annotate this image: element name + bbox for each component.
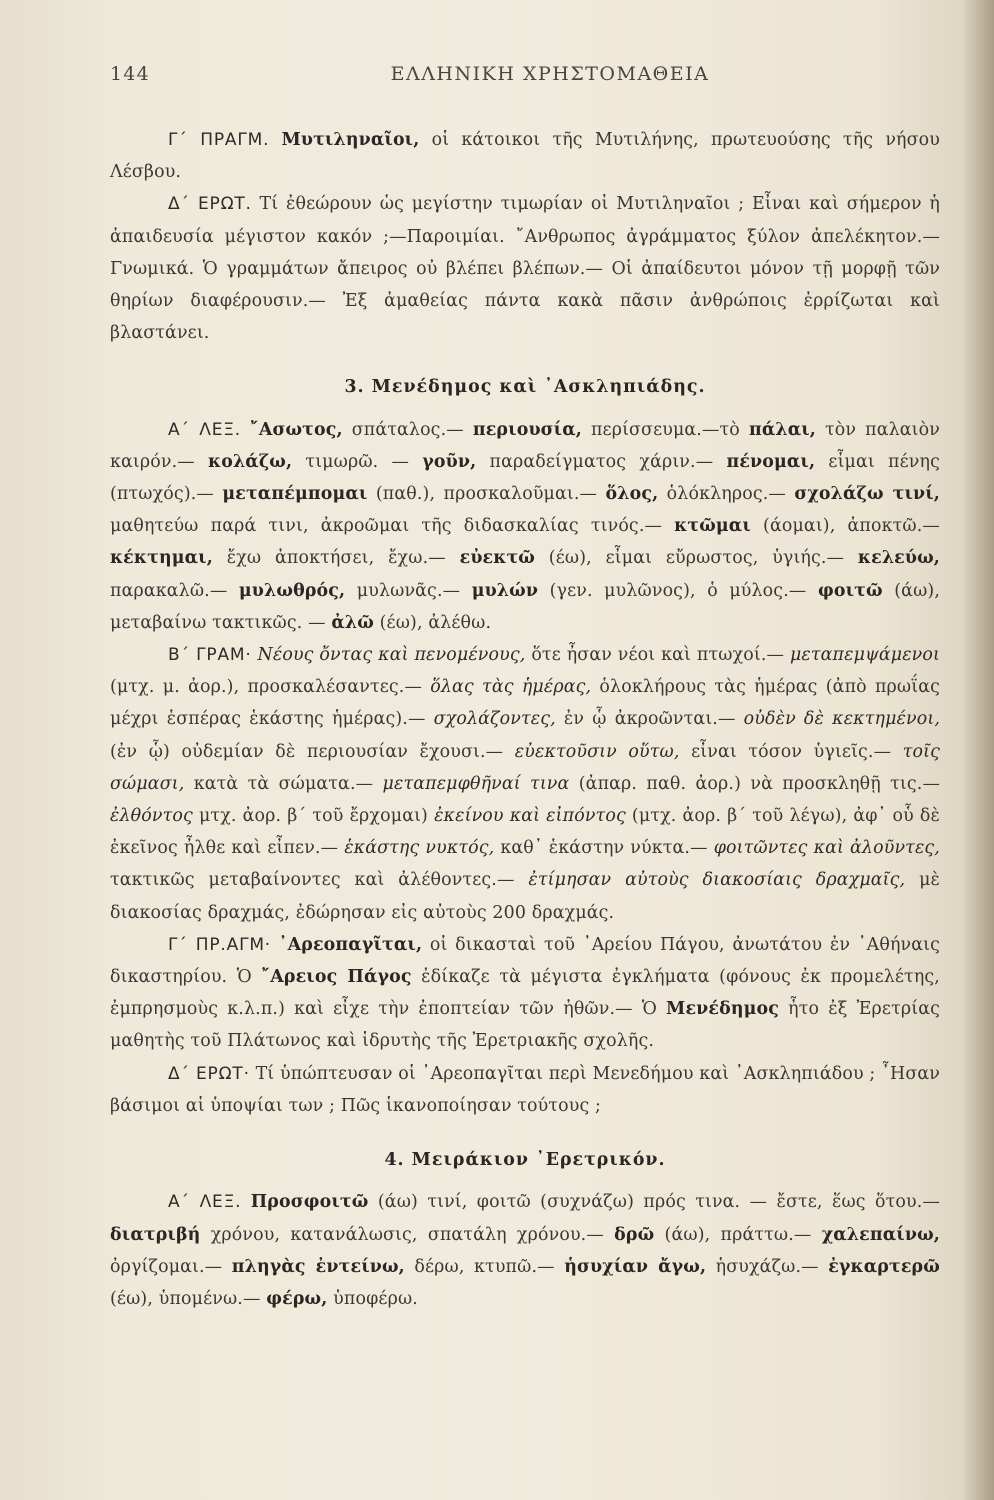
phrase: ἐτίμησαν αὐτοὺς διακοσίαις δραχμαῖς,	[528, 870, 906, 891]
phrase: οὐδὲν δὲ κεκτημένοι,	[743, 709, 940, 730]
paragraph-lex-vocabulary	[110, 414, 940, 639]
term: ἐγκαρτερῶ	[828, 1256, 940, 1277]
term: ὅλος,	[605, 484, 659, 505]
note: (ἐν ᾧ) οὐδεμίαν δὲ περιουσίαν ἔχουσι.—	[110, 741, 504, 762]
term: ῎Ασωτος,	[250, 419, 343, 440]
term: φοιτῶ	[817, 580, 883, 601]
section-title-3	[110, 371, 940, 403]
definition: ἦτο ἐξ Ἐρετρίας μαθητὴς τοῦ Πλάτωνος καὶ ἱδρυτὴς τῆς Ἐρετριακῆς σχολῆς.	[110, 999, 940, 1052]
phrase: ἑκάστης νυκτός,	[344, 838, 495, 859]
note: καθ᾽ ἑκάστην νύκτα.—	[500, 838, 708, 859]
spacer	[110, 349, 940, 361]
phrase: τοῖς σώμασι,	[110, 741, 940, 794]
term: εὐεκτῶ	[459, 548, 535, 569]
term: Προσφοιτῶ	[250, 1192, 369, 1213]
paragraph-erot-questions	[110, 188, 940, 349]
phrase: ἐλθόντος	[110, 806, 193, 827]
term: ἀλῶ	[331, 612, 374, 633]
page-header	[110, 58, 940, 94]
definition: ἔχω ἀποκτήσει, ἔχω.—	[226, 548, 446, 569]
term: ἡσυχίαν ἄγω,	[564, 1256, 707, 1277]
note: εἶναι τόσον ὑγιεῖς.—	[691, 741, 892, 762]
definition: οἱ κάτοικοι τῆς Μυτιλήνης, πρωτευούσης τῆς νήσου Λέσβου.	[110, 130, 940, 183]
term: Μενέδημος	[666, 999, 780, 1020]
question-text: Τί ὑπώπτευσαν οἱ ᾽Αρεοπαγῖται περὶ Μενεδήμου καὶ ᾽Ασκληπιάδου ; ῏Ησαν βάσιμοι αἱ ὑποψίαι των ; Πῶς ἱκανοποίησαν τούτους ;	[110, 1063, 940, 1116]
question-text: Τί ἐθεώρουν ὡς μεγίστην τιμωρίαν οἱ Μυτιληναῖοι ; Εἶναι καὶ σήμερον ἡ ἀπαιδευσία μέγιστον κακόν ;—Παροιμίαι. ῎Ανθρωπος ἀγράμματος ξύλον ἀπελέκητον.—Γνωμικά. Ὁ γραμμάτων ἄπειρος οὐ βλέπει βλέπων.— Οἱ ἀπαίδευτοι μόνον τῇ μορφῇ τῶν θηρίων διαφέρουσιν.— Ἐξ ἀμαθείας πάντα κακὰ πᾶσιν ἀνθρώποις ἐρρίζωται καὶ βλαστάνει.	[110, 194, 940, 344]
term: δρῶ	[614, 1224, 655, 1245]
term: σχολάζω τινί,	[794, 484, 940, 505]
definition: τὸν παλαιὸν καιρόν.—	[110, 419, 940, 472]
section-title-text: 3. Μενέδημος καὶ ᾽Ασκληπιάδης.	[344, 377, 706, 398]
note: (ἀπαρ. παθ. ἀορ.) νὰ προσκληθῇ τις.—	[578, 773, 940, 794]
definition: (γεν. μυλῶνος), ὁ μύλος.—	[549, 580, 807, 601]
term: κολάζω,	[208, 451, 293, 472]
label-erot: Δ΄ ΕΡΩΤ·	[168, 1063, 250, 1084]
definition: εἶμαι πένης (πτωχός).—	[110, 451, 940, 505]
phrase: ἐκείνου καὶ εἰπόντος	[434, 806, 626, 827]
term: περιουσία,	[472, 419, 582, 440]
note: μτχ. ἀορ. β΄ τοῦ ἔρχομαι)	[198, 806, 428, 827]
phrase: ὅλας τὰς ἡμέρας,	[430, 677, 592, 698]
label-pragm: Γ΄ ΠΡΑΓΜ.	[168, 130, 270, 150]
definition: (έω), εἶμαι εὔρωστος, ὑγιής.—	[548, 548, 845, 569]
definition: παρακαλῶ.—	[110, 580, 228, 601]
definition: (έω), ὑπομένω.—	[110, 1288, 261, 1309]
phrase: φοιτῶντες καὶ ἀλοῦντες,	[713, 838, 940, 859]
definition: (άω), πράττω.—	[664, 1224, 812, 1245]
paragraph-lex-vocabulary-2	[110, 1186, 940, 1315]
term: μυλών	[471, 580, 539, 601]
phrase: μεταπεμψάμενοι	[789, 645, 940, 666]
definition: ὁλόκληρος.—	[666, 484, 786, 505]
term: πάλαι,	[748, 419, 816, 440]
term: διατριβή	[110, 1224, 201, 1245]
phrase: μεταπεμφθῆναί τινα	[382, 773, 570, 794]
page-content	[110, 58, 940, 1315]
term: μεταπέμπομαι	[222, 484, 368, 505]
term: φέρω,	[266, 1288, 328, 1309]
section-title-4	[110, 1144, 940, 1176]
page-number: 144	[110, 63, 150, 85]
spacer	[110, 1122, 940, 1134]
label-gram: Β΄ ΓΡΑΜ·	[168, 645, 252, 666]
term: πληγὰς ἐντείνω,	[231, 1256, 405, 1277]
note: ὅτε ἦσαν νέοι καὶ πτωχοί.—	[531, 645, 785, 666]
definition: παραδείγματος χάριν.—	[489, 451, 714, 472]
definition: ἐδίκαζε τὰ μέγιστα ἐγκλήματα (φόνους ἐκ προμελέτης, ἐμπρησμοὺς κ.λ.π.) καὶ εἶχε τὴν ἐποπτείαν τῶν ἠθῶν.— Ὁ	[110, 967, 940, 1020]
phrase: σχολάζοντες,	[433, 709, 556, 730]
definition: ὑποφέρω.	[333, 1288, 418, 1309]
phrase: Νέους ὄντας καὶ πενομένους,	[257, 645, 526, 666]
note: (μτχ. μ. ἀορ.), προσκαλέσαντες.—	[110, 677, 423, 698]
term: κέκτημαι,	[110, 548, 213, 569]
term: μυλωθρός,	[238, 580, 346, 601]
page-edge-shadow	[964, 0, 994, 1500]
definition: χρόνου, κατανάλωσις, σπατάλη χρόνου.—	[210, 1224, 604, 1245]
definition: οἱ δικασταὶ τοῦ ᾽Αρείου Πάγου, ἀνωτάτου ἐν ᾽Αθήναις δικαστηρίου. Ὁ	[110, 934, 940, 988]
paragraph-pragm-mytilene	[110, 124, 940, 188]
definition: (έω), ἀλέθω.	[379, 612, 492, 633]
label-pragm: Γ΄ ΠΡ.ΑΓΜ·	[168, 934, 272, 955]
section-title-text: 4. Μειράκιον ᾽Ερετρικόν.	[384, 1150, 666, 1171]
running-head: ΕΛΛΗΝΙΚΗ ΧΡΗΣΤΟΜΑΘΕΙΑ	[390, 63, 710, 85]
term: ῎Αρειος Πάγος	[261, 967, 412, 988]
note: κατὰ τὰ σώματα.—	[193, 773, 374, 794]
term: κτῶμαι	[674, 516, 751, 537]
note: τακτικῶς μεταβαίνοντες καὶ ἀλέθοντες.—	[110, 870, 515, 891]
term: πένομαι,	[726, 451, 816, 472]
paragraph-pragm-areopagus	[110, 929, 940, 1058]
paragraph-erot-areopagites	[110, 1058, 940, 1122]
definition: ὀργίζομαι.—	[110, 1256, 223, 1277]
label-lex: Α΄ ΛΕΞ.	[168, 419, 241, 440]
definition: τιμωρῶ. —	[305, 451, 410, 472]
label-erot: Δ΄ ΕΡΩΤ.	[168, 194, 252, 215]
definition: μυλωνᾶς.—	[356, 580, 461, 601]
definition: μαθητεύω παρά τινι, ἀκροῶμαι τῆς διδασκαλίας τινός.—	[110, 516, 663, 537]
term: κελεύω,	[857, 548, 941, 569]
label-lex: Α΄ ΛΕΞ.	[168, 1192, 242, 1213]
term: Μυτιληναῖοι,	[281, 130, 420, 150]
definition: (άομαι), ἀποκτῶ.—	[763, 516, 940, 537]
definition: (παθ.), προσκαλοῦμαι.—	[375, 484, 598, 505]
definition: περίσσευμα.—τὸ	[590, 419, 740, 440]
term: ᾽Αρεοπαγῖται,	[278, 934, 423, 955]
definition: δέρω, κτυπῶ.—	[414, 1256, 555, 1277]
definition: (άω) τινί, φοιτῶ (συχνάζω) πρός τινα. — ἔστε, ἕως ὅτου.—	[377, 1192, 940, 1213]
term: χαλεπαίνω,	[821, 1224, 940, 1245]
definition: ἡσυχάζω.—	[715, 1256, 819, 1277]
note: ὁλοκλήρους τὰς ἡμέρας (ἀπὸ πρωΐας μέχρι ἑσπέρας ἑκάστης ἡμέρας).—	[110, 677, 941, 730]
note: ἐν ᾧ ἀκροῶνται.—	[563, 709, 736, 730]
phrase: εὐεκτοῦσιν οὕτω,	[514, 741, 680, 762]
definition: σπάταλος.—	[351, 419, 464, 440]
paragraph-gram-notes	[110, 639, 940, 929]
note: μὲ διακοσίας δραχμάς, ἐδώρησαν εἰς αὐτοὺς 200 δραχμάς.	[110, 870, 940, 923]
definition: (άω), μεταβαίνω τακτικῶς. —	[110, 580, 941, 633]
term: γοῦν,	[422, 451, 477, 472]
note: (μτχ. ἀορ. β΄ τοῦ λέγω), ἀφ᾽ οὗ δὲ ἐκεῖνος ἦλθε καὶ εἶπεν.—	[110, 806, 940, 859]
